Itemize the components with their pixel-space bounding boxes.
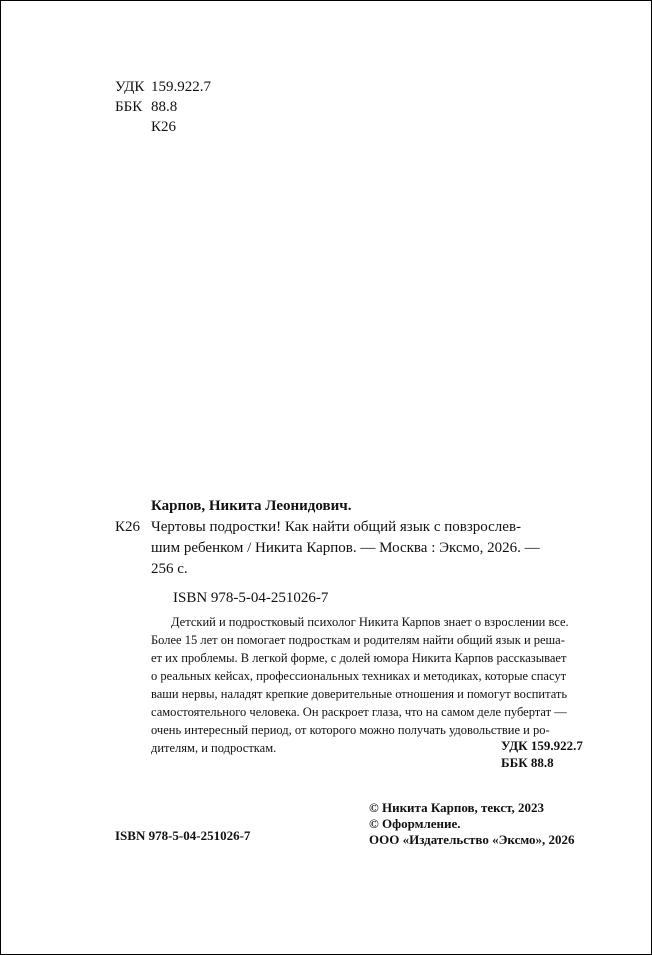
entry-spacer: [115, 559, 151, 580]
annotation-line: самостоятельного человека. Он раскроет глаза, что на самом деле пубертат —: [151, 705, 567, 719]
copyright-line: © Оформление.: [369, 816, 461, 831]
entry-spacer: [115, 538, 151, 559]
udk-value: 159.922.7: [151, 79, 211, 95]
copyright-line: © Никита Карпов, текст, 2023: [369, 800, 545, 815]
annotation-line: ет их проблемы. В легкой форме, с долей юмора Никита Карпов рассказывает: [151, 651, 567, 665]
entry-row: [115, 517, 585, 538]
annotation-line: Детский и подростковый психолог Никита Карпов знает о взрослении все.: [171, 615, 569, 629]
classification-block-top: [115, 77, 211, 137]
bbk-bottom: ББК 88.8: [501, 755, 554, 770]
annotation-line: ваши нервы, наладят крепкие доверительные отношения и помогут воспитать: [151, 687, 568, 701]
isbn-bottom: ISBN 978-5-04-251026-7: [115, 828, 251, 843]
bbk-value: 88.8: [151, 99, 178, 115]
author-code: К26: [115, 519, 141, 535]
annotation-line: дителям, и подросткам.: [151, 741, 277, 755]
annotation-line: о реальных кейсах, профессиональных техниках и методиках, которые спасут: [151, 669, 567, 683]
classification-block-bottom: [501, 737, 583, 771]
copyright-line: ООО «Издательство «Эксмо», 2026: [369, 832, 575, 847]
annotation-line: очень интересный период, от которого можно получать удовольствие и ро-: [151, 723, 550, 737]
annotation: [151, 613, 585, 757]
annotation-line: Более 15 лет он помогает подросткам и родителям найти общий язык и реша-: [151, 633, 565, 647]
entry-line-3: 256 с.: [151, 561, 188, 577]
author-mark: К26: [151, 119, 177, 135]
isbn-line: ISBN 978-5-04-251026-7: [173, 590, 329, 606]
entry-line-1: Чертовы подростки! Как найти общий язык с повзрослев-: [151, 519, 522, 535]
author-heading: Карпов, Никита Леонидович.: [151, 498, 352, 514]
entry-row: [115, 559, 585, 580]
bbk-row: [115, 97, 211, 117]
udk-row: [115, 77, 211, 97]
udk-label: УДК: [115, 79, 145, 95]
entry-line-2: шим ребенком / Никита Карпов. — Москва : Эксмо, 2026. —: [151, 540, 540, 556]
entry-row: [115, 538, 585, 559]
bibliographic-record: [115, 496, 585, 609]
bbk-label: ББК: [115, 99, 143, 115]
udk-bottom: УДК 159.922.7: [501, 738, 583, 753]
copyright-block: [369, 800, 575, 848]
